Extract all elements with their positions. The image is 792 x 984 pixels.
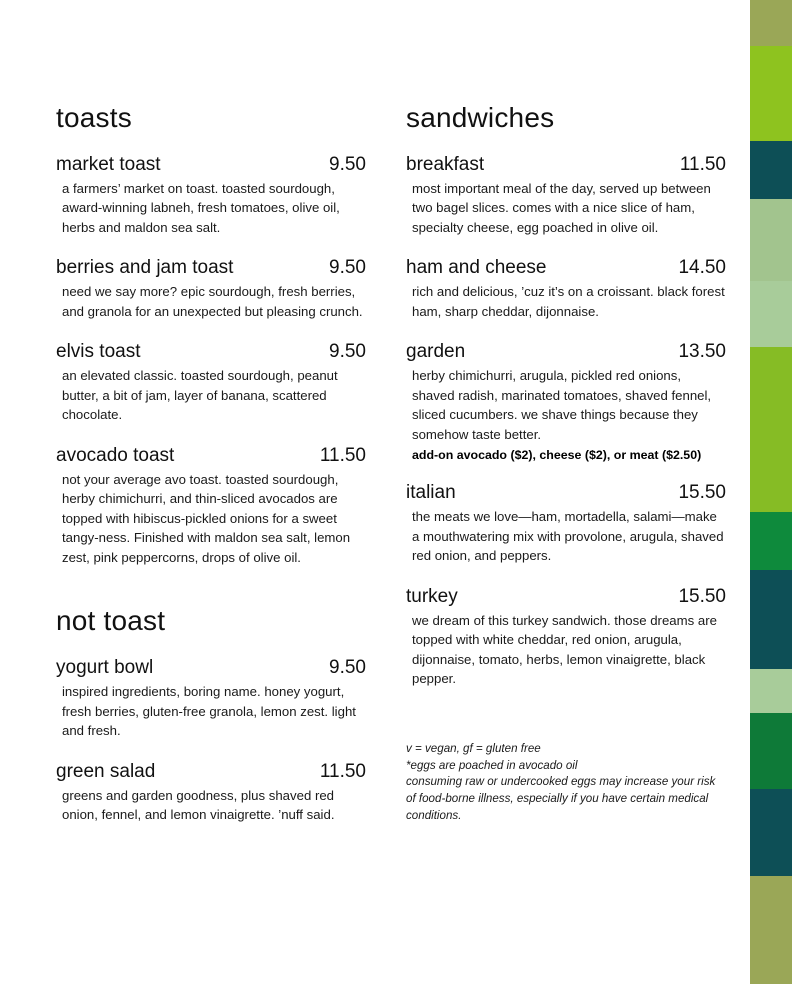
menu-item	[406, 257, 726, 321]
color-swatch	[750, 0, 792, 46]
menu-item-price: 9.50	[329, 657, 366, 679]
left-column	[56, 0, 366, 825]
menu-item-description: most important meal of the day, served up between two bagel slices. comes with a nice slice of ham, specialty cheese, egg poached in olive oil.	[412, 180, 711, 235]
section-title: not toast	[56, 605, 166, 637]
menu-item-name: breakfast	[406, 154, 485, 175]
color-bar	[750, 0, 792, 984]
menu-item-name: turkey	[406, 585, 458, 607]
color-swatch	[750, 789, 792, 877]
menu-item-head	[56, 761, 366, 783]
menu-section	[56, 102, 366, 567]
menu-item-price: 14.50	[678, 257, 726, 279]
menu-item-price: 11.50	[679, 154, 726, 175]
menu-item-head	[406, 257, 726, 279]
menu-item-name: berries and jam toast	[56, 257, 234, 279]
menu-item-price: 11.50	[319, 760, 366, 782]
menu-item	[56, 761, 366, 825]
color-swatch	[750, 46, 792, 142]
menu-item-name: italian	[406, 482, 456, 504]
menu-item-head	[56, 257, 366, 279]
menu-item	[406, 154, 726, 237]
menu-item-name: yogurt bowl	[56, 657, 154, 679]
menu-section	[56, 605, 366, 824]
menu-item	[56, 445, 366, 568]
menu-item-description: rich and delicious, ’cuz it’s on a croissant. black forest ham, sharp cheddar, dijonnaise.	[412, 284, 725, 319]
footnote-line: v = vegan, gf = gluten free	[406, 741, 541, 755]
menu-item-price: 15.50	[678, 585, 726, 607]
color-swatch	[750, 669, 792, 713]
menu-item-price: 11.50	[319, 444, 366, 466]
menu-item	[406, 341, 726, 462]
menu-item-description: we dream of this turkey sandwich. those dreams are topped with white cheddar, red onion, arugula, dijonnaise, tomato, herbs, lemon vinaigrette, black pepper.	[412, 612, 717, 687]
menu-item	[406, 586, 726, 689]
menu-item-description: greens and garden goodness, plus shaved red onion, fennel, and lemon vinaigrette. ’nuff said.	[62, 787, 335, 823]
menu-item-description: an elevated classic. toasted sourdough, peanut butter, a bit of jam, layer of banana, scattered chocolate.	[62, 368, 338, 423]
menu-item-price: 13.50	[678, 341, 726, 363]
menu-item-head	[406, 341, 726, 363]
color-swatch	[750, 876, 792, 984]
menu-item-description: the meats we love—ham, mortadella, salami—make a mouthwatering mix with provolone, arugula, shaved red onion, and peppers.	[412, 509, 724, 564]
footnote-line: consuming raw or undercooked eggs may increase your risk of food-borne illness, especially if you have certain medical conditions.	[406, 775, 716, 822]
menu-section	[406, 102, 726, 689]
menu-item-price: 9.50	[329, 257, 366, 279]
menu-item-name: avocado toast	[56, 444, 175, 466]
menu-item-head	[56, 341, 366, 363]
menu-item-head	[406, 586, 726, 608]
menu-item-name: garden	[406, 341, 466, 363]
right-column	[406, 0, 726, 825]
menu-item-description: inspired ingredients, boring name. honey yogurt, fresh berries, gluten-free granola, lemon zest. light and fresh.	[62, 684, 356, 739]
menu-item-description: a farmers’ market on toast. toasted sourdough, award-winning labneh, fresh tomatoes, olive oil, herbs and maldon sea salt.	[62, 180, 340, 235]
menu-item-description: need we say more? epic sourdough, fresh berries, and granola for an unexpected but pleasing crunch.	[62, 284, 363, 319]
color-swatch	[750, 512, 792, 570]
menu-item-head	[56, 445, 366, 467]
menu-item-name: green salad	[56, 760, 156, 782]
menu-item-price: 15.50	[678, 482, 726, 504]
color-swatch	[750, 347, 792, 512]
footnote-line: *eggs are poached in avocado oil	[406, 758, 578, 772]
menu-item-name: market toast	[56, 154, 161, 175]
section-title: sandwiches	[406, 102, 555, 133]
menu-item	[56, 341, 366, 424]
menu-item-name: ham and cheese	[406, 257, 547, 279]
menu-item	[56, 257, 366, 321]
menu-item-price: 9.50	[329, 154, 366, 175]
menu-item	[406, 482, 726, 565]
menu-item	[56, 657, 366, 740]
color-swatch	[750, 281, 792, 347]
menu-item-description: not your average avo toast. toasted sourdough, herby chimichurri, and thin-sliced avocados are topped with hibiscus-pickled onions for a sweet tangy-ness. Finished with maldon sea salt, lemon zest, pink peppercorns, drops of olive oil.	[62, 471, 351, 565]
color-swatch	[750, 713, 792, 789]
menu-item-addon: add-on avocado ($2), cheese ($2), or meat ($2.50)	[412, 448, 702, 463]
menu-item-head	[406, 482, 726, 504]
menu-item-head	[56, 657, 366, 679]
menu-item-head	[56, 154, 366, 176]
menu-item	[56, 154, 366, 237]
color-swatch	[750, 141, 792, 199]
menu-item-head	[406, 154, 726, 176]
color-swatch	[750, 570, 792, 670]
section-title: toasts	[56, 102, 132, 133]
menu-item-name: elvis toast	[56, 341, 141, 363]
color-swatch	[750, 199, 792, 281]
footnotes	[406, 741, 726, 825]
menu-item-price: 9.50	[329, 341, 366, 363]
menu-item-description: herby chimichurri, arugula, pickled red onions, shaved radish, marinated tomatoes, shaved fennel, sliced cucumbers. we shave things because they somehow taste better.	[412, 368, 712, 442]
